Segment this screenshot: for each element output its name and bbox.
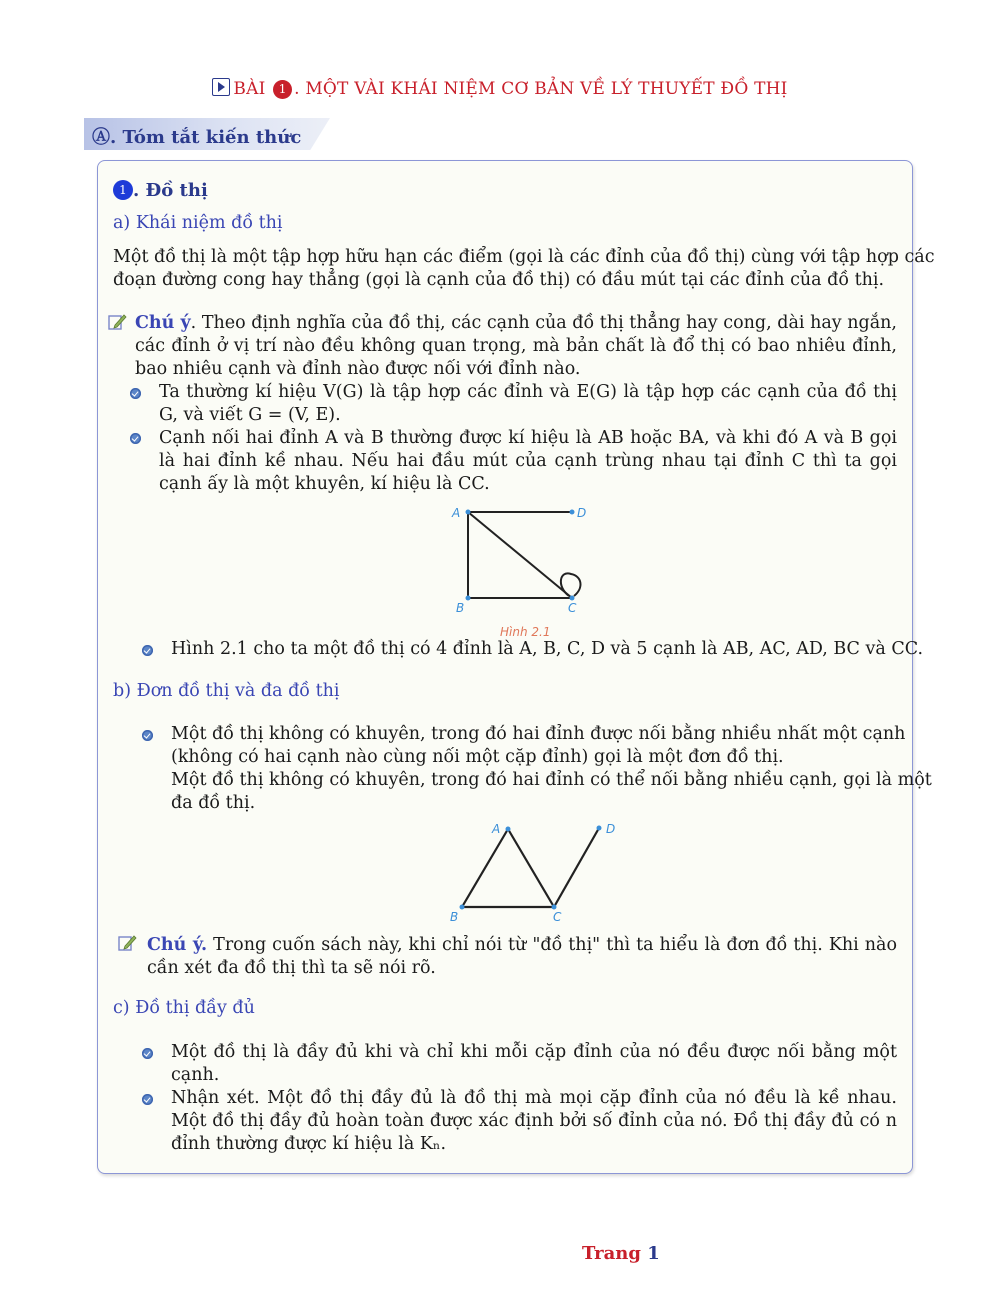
page-title: [0, 78, 1000, 99]
check-bullet-icon: [142, 730, 153, 741]
bullet-vg: Ta thường kí hiệu V(G) là tập hợp các đỉnh và E(G) là tập hợp các cạnh của đồ thị G, và viết G = (V, E).: [159, 382, 897, 425]
vertex-a: [506, 827, 511, 832]
edge-ab: [462, 829, 508, 907]
pencil-note-icon: [117, 933, 137, 953]
note-label: Chú ý: [135, 313, 191, 333]
definition-paragraph: [113, 246, 935, 292]
bullet-line: Một đồ thị không có khuyên, trong đó hai đỉnh có thể nối bằng nhiều cạnh, gọi là một: [171, 770, 932, 790]
bullet-remark: Nhận xét. Một đồ thị đầy đủ là đồ thị mà mọi cặp đỉnh của nó đều là kề nhau. Một đồ thị đầy đủ hoàn toàn được xác định bởi số đỉnh của nó. Đồ thị đầy đủ có n đỉnh thường được kí hiệu là Kₙ.: [171, 1088, 897, 1154]
section1-title: . Đồ thị: [133, 180, 208, 201]
label-c: C: [568, 601, 577, 615]
subheading-a: a) Khái niệm đồ thị: [113, 213, 283, 233]
figure-simple-graph: [446, 818, 626, 926]
vertex-b: [460, 905, 465, 910]
vertex-a: [466, 510, 471, 515]
label-d: D: [606, 822, 616, 836]
bullet-simple-graph: [171, 723, 932, 815]
check-bullet-icon: [142, 1094, 153, 1105]
vertex-b: [466, 596, 471, 601]
lesson-number-badge: 1: [273, 80, 292, 99]
definition-line: Một đồ thị là một tập hợp hữu hạn các điểm (gọi là các đỉnh của đồ thị) cùng với tập hợp các: [113, 247, 935, 267]
note-label: Chú ý.: [147, 935, 208, 955]
section1-number-badge: 1: [113, 180, 133, 200]
bullet-line: Một đồ thị không có khuyên, trong đó hai đỉnh được nối bằng nhiều nhất một cạnh: [171, 724, 906, 744]
section1-heading: [113, 180, 208, 201]
footer-label: Trang: [582, 1243, 641, 1264]
check-bullet-icon: [142, 1048, 153, 1059]
label-b: B: [450, 910, 459, 924]
vertex-d: [570, 510, 575, 515]
lesson-word: BÀI: [233, 79, 266, 99]
bullet-adjacent: Cạnh nối hai đỉnh A và B thường được kí hiệu là AB hoặc BA, và khi đó A và B gọi là hai đỉnh kề nhau. Nếu hai đầu mút của cạnh trùng nhau tại đỉnh C thì ta gọi cạnh ấy là một khuyên, kí hiệu là CC.: [159, 428, 897, 494]
vertex-d: [597, 826, 602, 831]
vertex-c: [552, 905, 557, 910]
bullet-line: (không có hai cạnh nào cùng nối một cặp đỉnh) gọi là một đơn đồ thị.: [171, 747, 784, 767]
label-d: D: [577, 506, 587, 520]
bullet-complete-graph: Một đồ thị là đầy đủ khi và chỉ khi mỗi cặp đỉnh của nó đều được nối bằng một cạnh.: [171, 1042, 897, 1085]
subheading-b: b) Đơn đồ thị và đa đồ thị: [113, 681, 340, 701]
pencil-note-icon: [107, 312, 127, 332]
loop-cc: [561, 573, 581, 596]
check-bullet-icon: [130, 433, 141, 444]
bullet-line: đa đồ thị.: [171, 793, 256, 813]
label-a: A: [492, 822, 501, 836]
footer-page-number: 1: [647, 1243, 660, 1264]
figure-caption: Hình 2.1: [500, 625, 551, 639]
label-a: A: [452, 506, 461, 520]
definition-line: đoạn đường cong hay thẳng (gọi là cạnh của đồ thị) có đầu mút tại các đỉnh của đồ thị.: [113, 270, 885, 290]
vertex-c: [570, 596, 575, 601]
edge-ac: [468, 512, 572, 598]
note-text: Trong cuốn sách này, khi chỉ nói từ "đồ thị" thì ta hiểu là đơn đồ thị. Khi nào cần xét đa đồ thị thì ta sẽ nói rõ.: [147, 935, 897, 978]
label-b: B: [456, 601, 465, 615]
edge-cd: [554, 828, 599, 907]
note-1: [135, 312, 897, 381]
check-bullet-icon: [130, 388, 141, 399]
note-text: . Theo định nghĩa của đồ thị, các cạnh của đồ thị thẳng hay cong, dài hay ngắn, các đỉnh ở vị trí nào đều không quan trọng, mà bản chất là đổ thị có bao nhiêu đỉnh, bao nhiêu cạnh và đỉnh nào được nối với đỉnh nào.: [135, 313, 897, 379]
lesson-title: . MỘT VÀI KHÁI NIỆM CƠ BẢN VỀ LÝ THUYẾT ĐỒ THỊ: [294, 79, 788, 99]
bullet-figure-description: Hình 2.1 cho ta một đồ thị có 4 đỉnh là A, B, C, D và 5 cạnh là AB, AC, AD, BC và CC.: [171, 639, 924, 659]
page-footer: [582, 1243, 660, 1264]
figure-2-1: [450, 500, 600, 642]
label-c: C: [553, 910, 562, 924]
note-2: [147, 934, 897, 980]
check-bullet-icon: [142, 645, 153, 656]
subheading-c: c) Đồ thị đầy đủ: [113, 998, 255, 1018]
section-banner-label: Ⓐ. Tóm tắt kiến thức: [92, 127, 302, 148]
play-icon: [212, 78, 230, 96]
edge-ac: [508, 829, 554, 907]
